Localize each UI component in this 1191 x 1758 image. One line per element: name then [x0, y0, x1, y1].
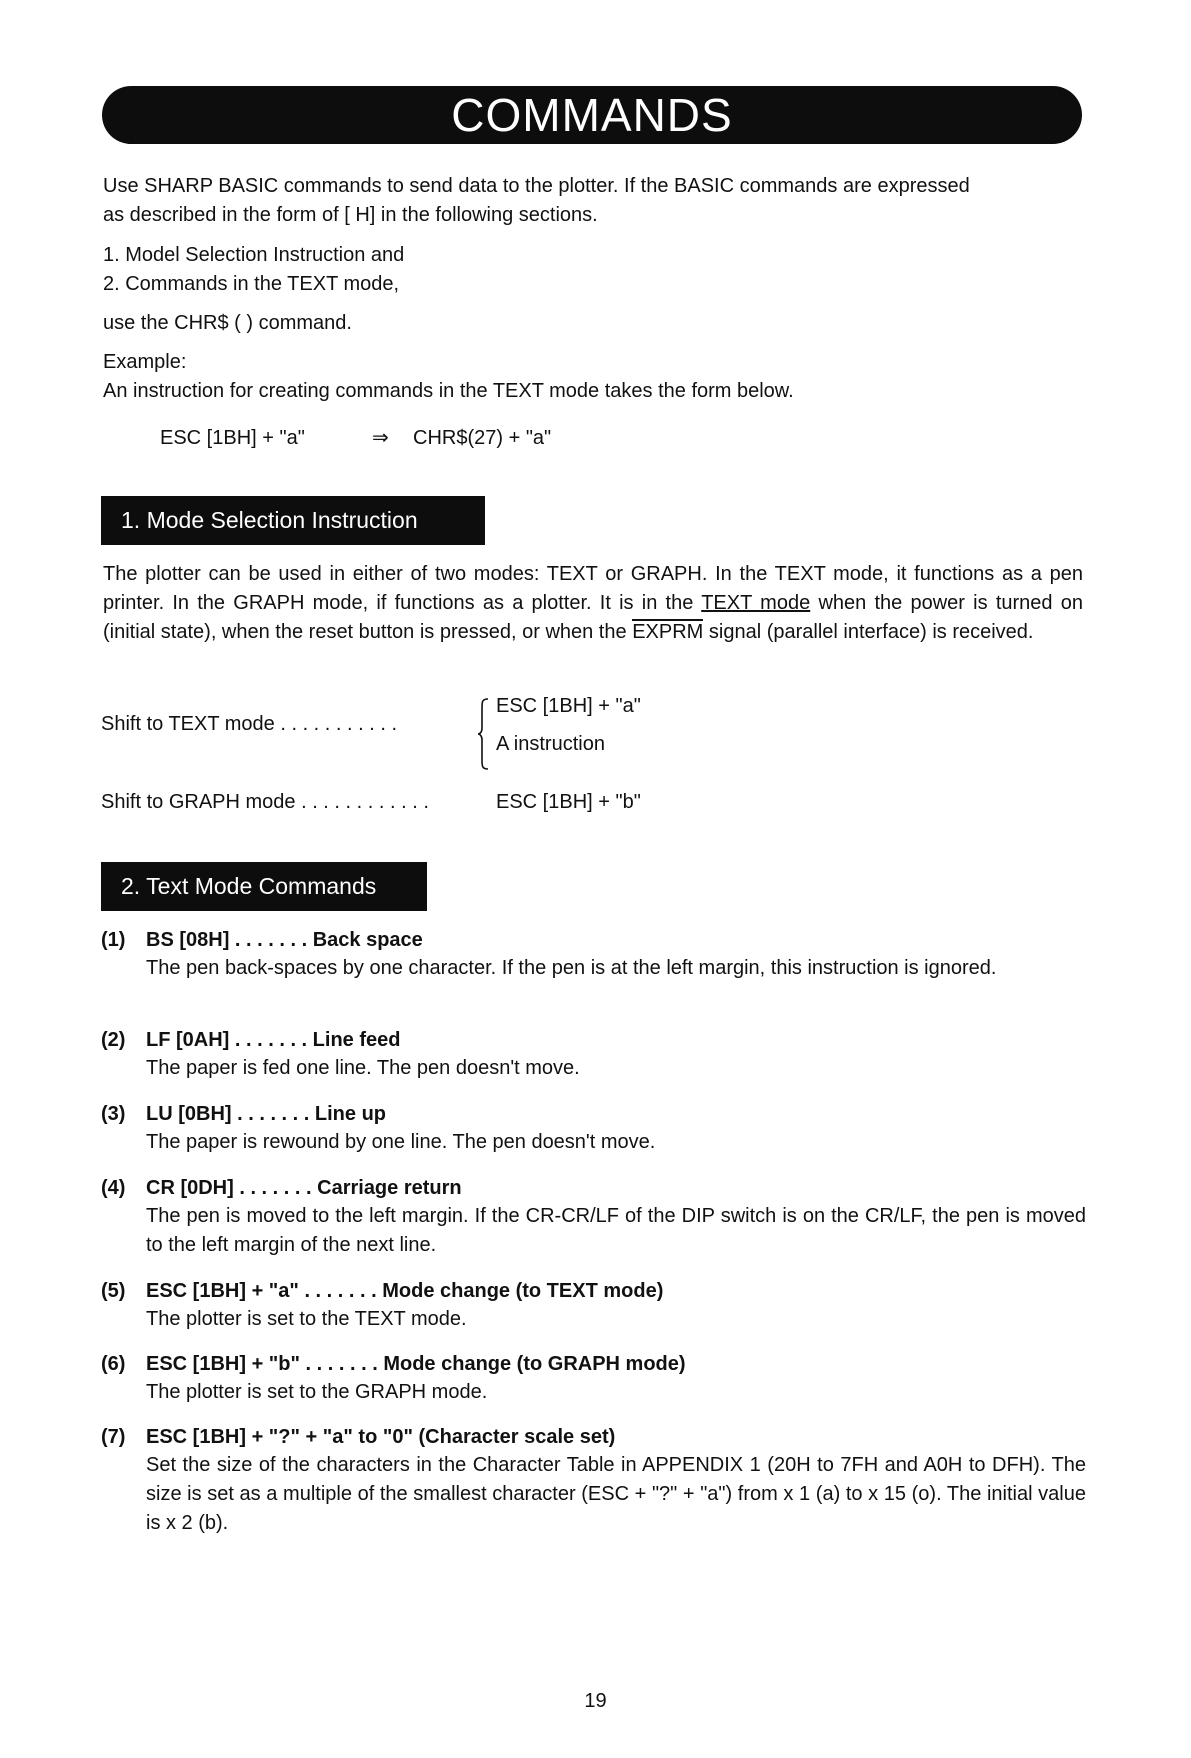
shift-text-label: Shift to TEXT mode . . . . . . . . . . .	[101, 713, 398, 735]
intro-list-item-1: 1. Model Selection Instruction and	[103, 244, 405, 266]
command-name: LU [0BH] . . . . . . . Line up	[146, 1103, 386, 1125]
section-1-text-a: The plotter can be used in either of two modes: TEXT or GRAPH. In the TEXT mode, it functions as a pen printer. In the GRAPH mode, if functions as a plotter. It is in the	[103, 563, 1083, 614]
page-title: COMMANDS	[102, 86, 1082, 144]
section-2-heading: 2. Text Mode Commands	[101, 862, 427, 911]
command-description: Set the size of the characters in the Character Table in APPENDIX 1 (20H to 7FH and A0H to DFH). The size is set as a multiple of the smallest character (ESC + "?" + "a") from x 1 (a) to x 15 (o). The initial value is x 2 (b).	[146, 1454, 1086, 1534]
command-name: BS [08H] . . . . . . . Back space	[146, 929, 423, 951]
brace-icon	[477, 698, 489, 770]
command-number: (5)	[101, 1280, 126, 1302]
command-name: LF [0AH] . . . . . . . Line feed	[146, 1029, 401, 1051]
command-item	[101, 1277, 1086, 1334]
command-number: (4)	[101, 1177, 126, 1199]
command-description: The plotter is set to the GRAPH mode.	[146, 1381, 488, 1403]
command-item	[101, 1350, 1086, 1407]
intro-line-1: Use SHARP BASIC commands to send data to the plotter. If the BASIC commands are expressed	[103, 175, 970, 197]
command-number: (7)	[101, 1426, 126, 1448]
command-name: CR [0DH] . . . . . . . Carriage return	[146, 1177, 462, 1199]
shift-text-option-1: ESC [1BH] + "a"	[496, 695, 641, 717]
section-1-exprm: EXPRM	[632, 621, 704, 643]
command-description: The paper is fed one line. The pen doesn't move.	[146, 1057, 580, 1079]
intro-line-2: as described in the form of [ H] in the following sections.	[103, 204, 598, 226]
example-formula-right: CHR$(27) + "a"	[413, 427, 552, 449]
section-1-paragraph	[103, 560, 1083, 647]
example-formula-left: ESC [1BH] + "a"	[160, 427, 305, 449]
example-label: Example:	[103, 351, 187, 373]
command-name: ESC [1BH] + "?" + "a" to "0" (Character scale set)	[146, 1426, 616, 1448]
command-description: The plotter is set to the TEXT mode.	[146, 1308, 467, 1330]
command-item	[101, 1100, 1086, 1157]
command-name: ESC [1BH] + "a" . . . . . . . Mode change (to TEXT mode)	[146, 1280, 664, 1302]
section-1-text-mode: TEXT mode	[701, 592, 811, 614]
page-number: 19	[584, 1690, 607, 1712]
command-item	[101, 1174, 1086, 1260]
command-number: (2)	[101, 1029, 126, 1051]
command-description: The paper is rewound by one line. The pen doesn't move.	[146, 1131, 656, 1153]
arrow-icon: ⇒	[372, 427, 389, 449]
section-1-heading: 1. Mode Selection Instruction	[101, 496, 485, 545]
command-description: The pen back-spaces by one character. If the pen is at the left margin, this instruction is ignored.	[146, 957, 997, 979]
command-number: (3)	[101, 1103, 126, 1125]
shift-text-option-2: A instruction	[496, 733, 605, 755]
section-1-text-b: when the power is turned on (initial state), when the reset button is pressed, or when the	[103, 592, 1083, 643]
command-item	[101, 1026, 1086, 1083]
command-description: The pen is moved to the left margin. If the CR-CR/LF of the DIP switch is on the CR/LF, the pen is moved to the left margin of the next line.	[146, 1205, 1086, 1256]
intro-paragraph	[103, 172, 1083, 230]
command-item	[101, 1423, 1086, 1538]
example-text: An instruction for creating commands in the TEXT mode takes the form below.	[103, 380, 794, 402]
command-item	[101, 926, 1086, 983]
shift-graph-command: ESC [1BH] + "b"	[496, 791, 641, 813]
shift-graph-label: Shift to GRAPH mode . . . . . . . . . . . .	[101, 791, 429, 813]
command-number: (6)	[101, 1353, 126, 1375]
section-1-text-c: signal (parallel interface) is received.	[708, 621, 1034, 643]
intro-list-item-2: 2. Commands in the TEXT mode,	[103, 273, 400, 295]
command-name: ESC [1BH] + "b" . . . . . . . Mode change (to GRAPH mode)	[146, 1353, 686, 1375]
chr-instruction: use the CHR$ ( ) command.	[103, 312, 352, 334]
command-number: (1)	[101, 929, 126, 951]
